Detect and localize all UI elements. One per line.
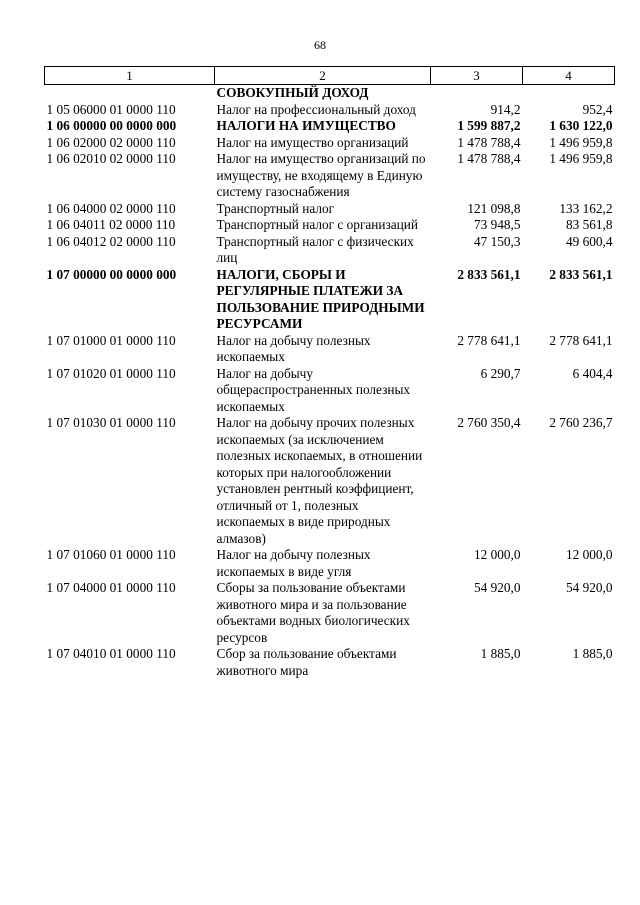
- row-code: 1 06 02000 02 0000 110: [46, 134, 176, 150]
- table-row: [45, 234, 615, 267]
- revenue-table: [44, 66, 615, 679]
- row-code: 1 07 01020 01 0000 110: [46, 365, 176, 381]
- row-value-4: 1 496 959,8: [549, 151, 613, 166]
- row-code: 1 07 01030 01 0000 110: [46, 415, 176, 430]
- column-header-name: 2: [215, 67, 431, 85]
- table-row: [45, 201, 615, 218]
- row-code: 1 06 00000 00 0000 000: [46, 118, 177, 133]
- row-name: Налог на имущество организаций: [216, 134, 409, 150]
- table-row: [45, 366, 615, 416]
- row-value-4: 83 561,8: [565, 217, 613, 232]
- row-value-3: 6 290,7: [480, 365, 521, 381]
- row-name: НАЛОГИ НА ИМУЩЕСТВО: [216, 118, 396, 133]
- row-name: Налог на добычу полезных ископаемых в виде угля: [216, 547, 371, 579]
- row-value-3: 1 599 887,2: [457, 118, 521, 133]
- row-value-4: 1 885,0: [572, 646, 613, 661]
- row-name: НАЛОГИ, СБОРЫ И РЕГУЛЯРНЫЕ ПЛАТЕЖИ ЗА ПОЛЬЗОВАНИЕ ПРИРОДНЫМИ РЕСУРСАМИ: [216, 266, 425, 331]
- row-value-3: 1 885,0: [480, 646, 521, 661]
- row-value-3: 73 948,5: [473, 217, 521, 232]
- row-value-3: 1 478 788,4: [457, 134, 521, 150]
- table-row: [45, 267, 615, 333]
- row-code: 1 07 04000 01 0000 110: [46, 580, 176, 595]
- table-row: [45, 118, 615, 135]
- row-value-3: 47 150,3: [473, 233, 521, 249]
- table-header-row: [45, 67, 615, 85]
- row-value-4: 12 000,0: [565, 547, 613, 562]
- row-value-3: 1 478 788,4: [457, 151, 521, 166]
- row-value-3: 2 778 641,1: [457, 332, 521, 348]
- table-row: [45, 580, 615, 646]
- row-name: Налог на добычу общераспространенных полезных ископаемых: [216, 365, 411, 414]
- column-header-value-3: 3: [431, 67, 523, 85]
- row-value-4: 1 496 959,8: [549, 134, 613, 150]
- row-code: 1 07 01060 01 0000 110: [46, 547, 176, 562]
- table-row: [45, 151, 615, 201]
- row-name: Налог на добычу полезных ископаемых: [216, 332, 371, 364]
- row-name: Транспортный налог: [216, 200, 335, 216]
- row-name: Налог на имущество организаций по имуществу, не входящему в Единую систему газоснабжения: [216, 151, 426, 199]
- table-row: [45, 646, 615, 679]
- row-value-4: 54 920,0: [565, 580, 613, 595]
- row-name: СОВОКУПНЫЙ ДОХОД: [216, 85, 369, 100]
- row-value-3: 54 920,0: [473, 580, 521, 595]
- table-body: [45, 85, 615, 680]
- row-name: Транспортный налог с физических лиц: [216, 233, 414, 265]
- row-value-3: 121 098,8: [467, 200, 521, 216]
- row-value-4: 952,4: [582, 101, 613, 117]
- row-value-3: 914,2: [490, 101, 521, 117]
- row-value-3: [431, 85, 523, 102]
- column-header-code: 1: [45, 67, 215, 85]
- row-value-3: 2 760 350,4: [457, 415, 521, 430]
- row-code: 1 07 01000 01 0000 110: [46, 332, 176, 348]
- table-row: [45, 415, 615, 547]
- row-name: Налог на профессиональный доход: [216, 101, 416, 117]
- row-value-3: 12 000,0: [473, 547, 521, 562]
- page-number: 68: [314, 38, 326, 52]
- table-row: [45, 85, 615, 102]
- table-row: [45, 333, 615, 366]
- row-value-4: 133 162,2: [559, 200, 613, 216]
- row-name: Сбор за пользование объектами животного мира: [216, 646, 397, 678]
- row-value-4: 2 778 641,1: [549, 332, 613, 348]
- row-code: 1 07 04010 01 0000 110: [46, 646, 176, 661]
- row-value-4: [523, 85, 615, 102]
- row-name: Налог на добычу прочих полезных ископаемых (за исключением полезных ископаемых, в отношении которых при налогообложении установлен рентный коэффициент, отличный от 1, полезных ископаемых в виде природных алмазов): [216, 415, 423, 546]
- row-code: [45, 85, 215, 102]
- table-row: [45, 217, 615, 234]
- row-code: 1 06 02010 02 0000 110: [46, 151, 176, 166]
- row-name: Транспортный налог с организаций: [216, 217, 419, 232]
- table-row: [45, 135, 615, 152]
- row-code: 1 06 04000 02 0000 110: [46, 200, 176, 216]
- row-code: 1 05 06000 01 0000 110: [46, 101, 176, 117]
- row-value-3: 2 833 561,1: [457, 266, 521, 282]
- table-row: [45, 547, 615, 580]
- row-code: 1 07 00000 00 0000 000: [46, 266, 177, 282]
- row-value-4: 6 404,4: [572, 365, 613, 381]
- row-code: 1 06 04011 02 0000 110: [46, 217, 176, 232]
- row-value-4: 49 600,4: [565, 233, 613, 249]
- table-row: [45, 102, 615, 119]
- row-value-4: 2 833 561,1: [549, 266, 613, 282]
- row-value-4: 1 630 122,0: [549, 118, 613, 133]
- row-code: 1 06 04012 02 0000 110: [46, 233, 176, 249]
- row-name: Сборы за пользование объектами животного мира и за пользование объектами водных биологических ресурсов: [216, 580, 410, 645]
- column-header-value-4: 4: [523, 67, 615, 85]
- row-value-4: 2 760 236,7: [549, 415, 613, 430]
